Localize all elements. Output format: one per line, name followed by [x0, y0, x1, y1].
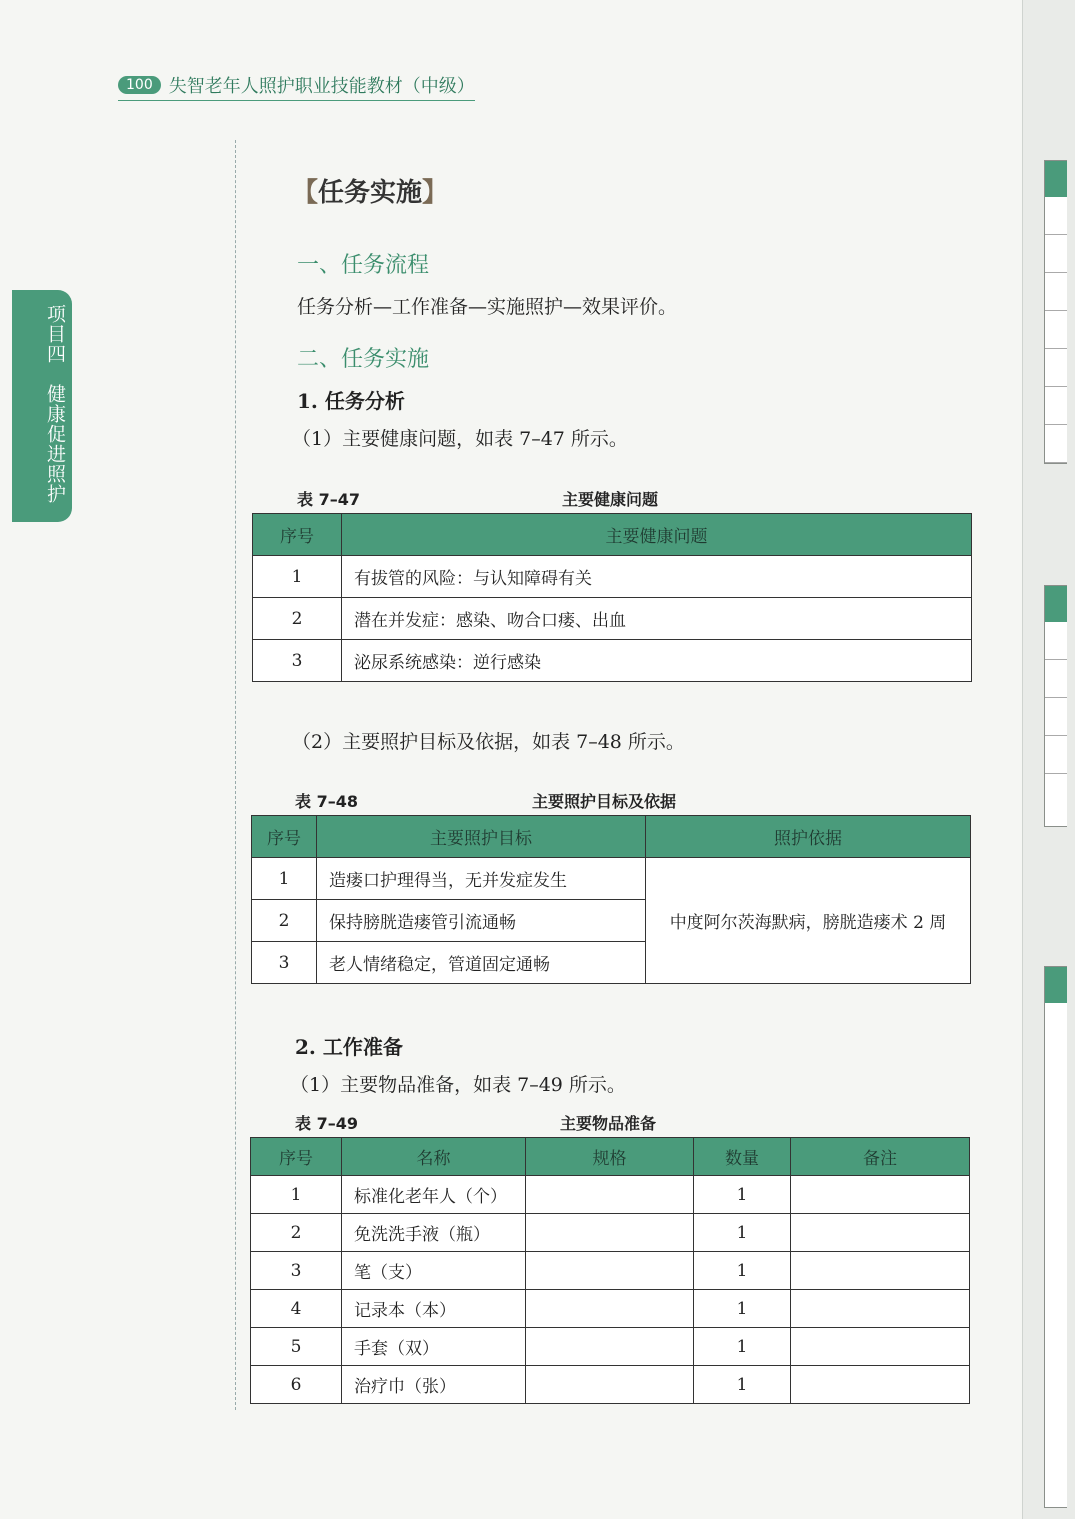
table-row — [251, 1366, 970, 1404]
side-tab — [12, 290, 72, 522]
table48-caption-no: 表 7–48 — [295, 792, 358, 811]
table-row — [252, 858, 971, 900]
table-row — [251, 1290, 970, 1328]
table48-cell: 保持膀胱造瘘管引流通畅 — [317, 900, 646, 942]
table49-cell: 6 — [251, 1366, 342, 1404]
book-title: 失智老年人照护职业技能教材（中级） — [168, 76, 475, 97]
table48-header: 照护依据 — [646, 816, 971, 858]
table-row — [253, 598, 972, 640]
edge-tab-1 — [1044, 160, 1067, 464]
table-47 — [252, 513, 972, 682]
heading-task-impl: 二、任务实施 — [297, 347, 430, 372]
edge-tab-3 — [1044, 966, 1067, 1508]
table-row — [251, 1176, 970, 1214]
paragraph-health: （1）主要健康问题，如表 7–47 所示。 — [292, 428, 628, 450]
margin-divider — [235, 140, 236, 1410]
table49-cell — [791, 1290, 970, 1328]
table47-caption-title: 主要健康问题 — [562, 490, 659, 509]
table48-header: 主要照护目标 — [317, 816, 646, 858]
table48-cell: 2 — [252, 900, 317, 942]
table49-cell — [791, 1252, 970, 1290]
table49-cell — [526, 1252, 694, 1290]
table49-cell — [526, 1214, 694, 1252]
table49-caption-no: 表 7–49 — [295, 1114, 358, 1133]
table49-cell — [526, 1366, 694, 1404]
table49-cell — [791, 1176, 970, 1214]
table48-caption-title: 主要照护目标及依据 — [532, 792, 677, 811]
table-49 — [250, 1137, 970, 1404]
table49-cell — [526, 1328, 694, 1366]
table47-header: 主要健康问题 — [342, 514, 972, 556]
table49-cell — [526, 1176, 694, 1214]
table49-cell — [791, 1366, 970, 1404]
table47-cell: 潜在并发症：感染、吻合口瘘、出血 — [342, 598, 972, 640]
table49-cell — [526, 1290, 694, 1328]
heading-task-analysis: 1. 任务分析 — [297, 389, 405, 413]
page-number: 100 — [118, 76, 161, 94]
table49-cell: 1 — [694, 1252, 791, 1290]
table49-cell — [791, 1214, 970, 1252]
table49-cell: 标准化老年人（个） — [342, 1176, 526, 1214]
table47-header: 序号 — [253, 514, 342, 556]
section-title: 【任务实施】 — [292, 178, 449, 208]
table-row — [251, 1214, 970, 1252]
table47-cell: 2 — [253, 598, 342, 640]
table49-cell: 3 — [251, 1252, 342, 1290]
table49-cell: 2 — [251, 1214, 342, 1252]
edge-tab-2 — [1044, 585, 1067, 827]
table49-cell: 1 — [694, 1176, 791, 1214]
table48-cell: 3 — [252, 942, 317, 984]
running-header — [118, 72, 475, 101]
paragraph-goals: （2）主要照护目标及依据，如表 7–48 所示。 — [292, 731, 685, 753]
table49-header: 序号 — [251, 1138, 342, 1176]
table48-header: 序号 — [252, 816, 317, 858]
table49-cell: 1 — [251, 1176, 342, 1214]
table49-header: 规格 — [526, 1138, 694, 1176]
table49-cell: 笔（支） — [342, 1252, 526, 1290]
table49-header: 数量 — [694, 1138, 791, 1176]
table48-basis: 中度阿尔茨海默病，膀胱造瘘术 2 周 — [646, 858, 971, 984]
heading-task-flow: 一、任务流程 — [297, 253, 430, 278]
heading-work-prep: 2. 工作准备 — [295, 1035, 403, 1059]
table49-cell: 4 — [251, 1290, 342, 1328]
table49-caption-title: 主要物品准备 — [560, 1114, 657, 1133]
table-row — [251, 1252, 970, 1290]
table49-cell: 记录本（本） — [342, 1290, 526, 1328]
table-row — [251, 1328, 970, 1366]
table-row — [253, 640, 972, 682]
table49-cell — [791, 1328, 970, 1366]
table49-cell: 手套（双） — [342, 1328, 526, 1366]
table49-cell: 治疗巾（张） — [342, 1366, 526, 1404]
side-tab-label: 项目四 健康促进照护 — [44, 304, 66, 504]
table49-cell: 1 — [694, 1290, 791, 1328]
table49-cell: 1 — [694, 1366, 791, 1404]
table49-cell: 1 — [694, 1214, 791, 1252]
table48-cell: 老人情绪稳定，管道固定通畅 — [317, 942, 646, 984]
table49-cell: 5 — [251, 1328, 342, 1366]
table49-cell: 免洗洗手液（瓶） — [342, 1214, 526, 1252]
table47-caption-no: 表 7–47 — [297, 490, 360, 509]
table47-cell: 1 — [253, 556, 342, 598]
paragraph-items: （1）主要物品准备，如表 7–49 所示。 — [290, 1074, 626, 1096]
section-title-text: 任务实施 — [318, 178, 423, 208]
table-row — [253, 556, 972, 598]
table49-header: 名称 — [342, 1138, 526, 1176]
table48-cell: 1 — [252, 858, 317, 900]
table-48 — [251, 815, 971, 984]
table49-header: 备注 — [791, 1138, 970, 1176]
table47-cell: 泌尿系统感染：逆行感染 — [342, 640, 972, 682]
table49-cell: 1 — [694, 1328, 791, 1366]
table48-cell: 造瘘口护理得当，无并发症发生 — [317, 858, 646, 900]
table47-cell: 有拔管的风险：与认知障碍有关 — [342, 556, 972, 598]
table47-cell: 3 — [253, 640, 342, 682]
flow-text: 任务分析—工作准备—实施照护—效果评价。 — [297, 296, 678, 318]
